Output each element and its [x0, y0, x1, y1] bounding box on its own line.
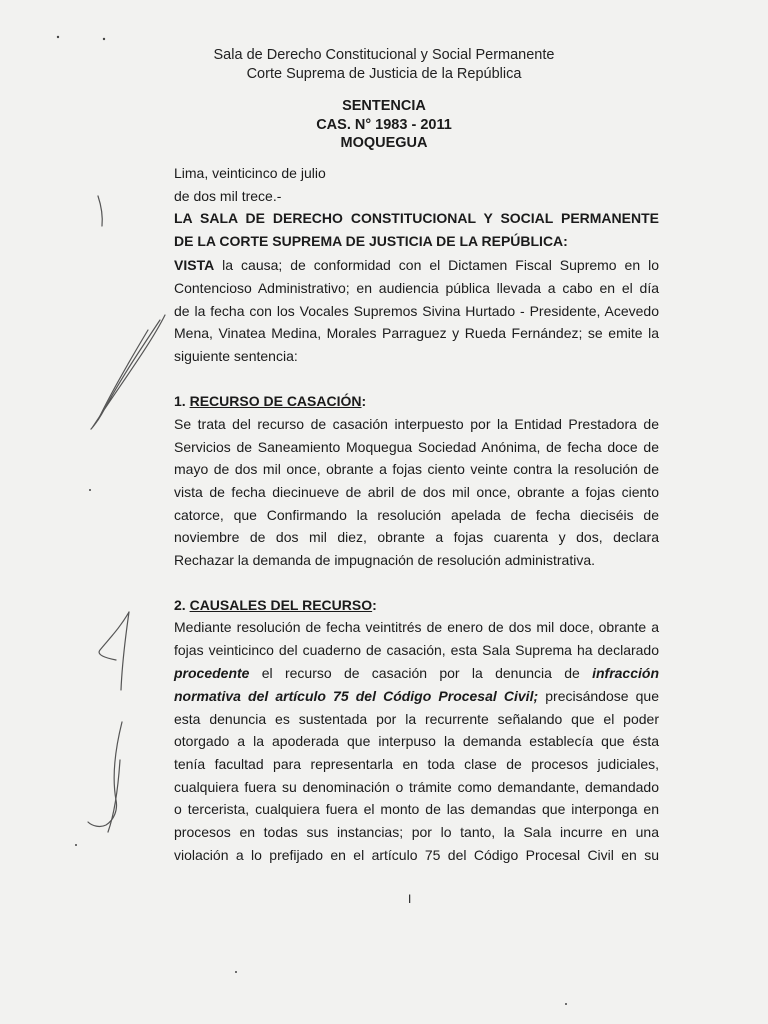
- paragraph-line: siguiente sentencia:: [174, 348, 298, 364]
- paragraph-line: esta denuncia es sustentada por la recurrente señalando que el poder: [174, 711, 659, 727]
- paragraph-line: o tercerista, cualquiera fuera el monto de las demandas que interponga en: [174, 801, 659, 817]
- paragraph-line: [174, 255, 659, 275]
- plain-text: precisándose que: [538, 688, 659, 704]
- section-heading: [174, 595, 659, 615]
- case-number: CAS. N° 1983 - 2011: [316, 117, 452, 133]
- paragraph-line: [174, 663, 659, 683]
- paragraph-line: [174, 686, 659, 706]
- paragraph-line: Mediante resolución de fecha veintitrés de enero de dos mil doce, obrante a: [174, 619, 659, 635]
- court-heading: LA SALA DE DERECHO CONSTITUCIONAL Y SOCIAL PERMANENTE: [174, 210, 659, 226]
- section-title: CAUSALES DEL RECURSO: [189, 597, 373, 613]
- court-heading: DE LA CORTE SUPREMA DE JUSTICIA DE LA REPÚBLICA:: [174, 233, 568, 249]
- vista-text: la causa; de conformidad con el Dictamen Fiscal Supremo en lo: [214, 257, 659, 273]
- court-chamber-name: Sala de Derecho Constitucional y Social Permanente: [213, 47, 555, 63]
- paragraph-line: fojas veinticinco del cuaderno de casación, esta Sala Suprema ha declarado: [174, 642, 659, 658]
- paragraph-line: noviembre de dos mil diez, obrante a fojas cuarenta y dos, declara: [174, 529, 659, 545]
- emphasis-text: normativa del artículo 75 del Código Procesal Civil;: [174, 688, 539, 704]
- emphasis-text: infracción: [592, 665, 659, 681]
- paragraph-line: mayo de dos mil once, obrante a fojas ciento veinte contra la resolución de: [174, 461, 659, 477]
- paragraph-line: vista de fecha diecinueve de abril de dos mil once, obrante a fojas ciento: [174, 484, 659, 500]
- paragraph-line: Contencioso Administrativo; en audiencia pública llevada a cabo en el día: [174, 280, 659, 296]
- paragraph-line: catorce, que Confirmando la resolución apelada de fecha dieciséis de: [174, 507, 659, 523]
- section-number: 2.: [174, 597, 190, 613]
- vista-label: VISTA: [174, 257, 215, 273]
- court-name: Corte Suprema de Justicia de la República: [246, 66, 522, 82]
- plain-text: el recurso de casación por la denuncia de: [249, 665, 593, 681]
- section-colon: :: [372, 597, 377, 613]
- paragraph-line: violación a lo prefijado en el artículo 75 del Código Procesal Civil en su: [174, 847, 659, 863]
- section-number: 1.: [174, 393, 190, 409]
- date-line: Lima, veinticinco de julio: [174, 165, 326, 181]
- paragraph-line: cualquiera fuera su denominación o trámite como demandante, demandado: [174, 779, 659, 795]
- section-heading: [174, 391, 659, 411]
- paragraph-line: Rechazar la demanda de impugnación de resolución administrativa.: [174, 552, 596, 568]
- emphasis-text: procedente: [174, 665, 250, 681]
- document-type: SENTENCIA: [342, 98, 426, 114]
- paragraph-line: procesos en todas sus instancias; por lo tanto, la Sala incurre en una: [174, 824, 659, 840]
- paragraph-line: Se trata del recurso de casación interpuesto por la Entidad Prestadora de: [174, 416, 659, 432]
- paragraph-line: Servicios de Saneamiento Moquegua Sociedad Anónima, de fecha doce de: [174, 439, 659, 455]
- paragraph-line: Mena, Vinatea Medina, Morales Parraguez y Rueda Fernández; se emite la: [174, 325, 659, 341]
- page-number: I: [408, 892, 412, 906]
- case-location: MOQUEGUA: [340, 135, 428, 151]
- section-colon: :: [361, 393, 367, 409]
- section-title: RECURSO DE CASACIÓN: [189, 393, 362, 409]
- paragraph-line: de la fecha con los Vocales Supremos Sivina Hurtado - Presidente, Acevedo: [174, 303, 659, 319]
- paragraph-line: tenía facultad para representarla en toda clase de procesos judiciales,: [174, 756, 659, 772]
- date-line: de dos mil trece.-: [174, 188, 282, 204]
- paragraph-line: otorgado a la apoderada que interpuso la demanda establecía que ésta: [174, 733, 659, 749]
